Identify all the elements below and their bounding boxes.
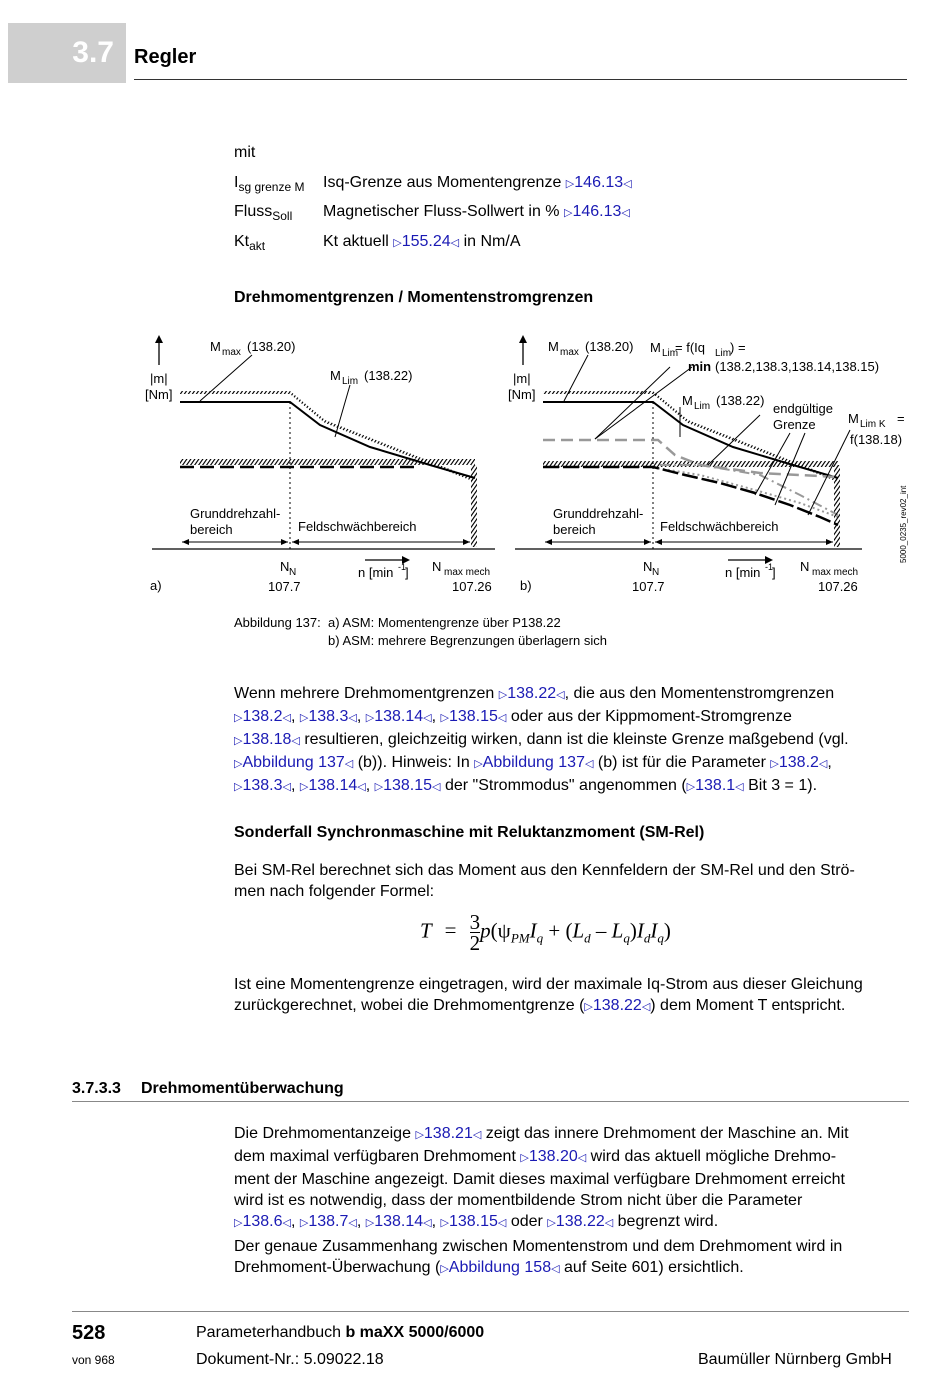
param-link[interactable]: 138.15 — [383, 777, 433, 794]
svg-text:(138.20): (138.20) — [247, 339, 296, 354]
mit-row-sym-2: Fluss$_{Soll}$ — [234, 203, 293, 224]
svg-text:M: M — [210, 339, 221, 354]
param-link[interactable]: 138.22 — [592, 997, 642, 1014]
svg-text:n [min: n [min — [358, 565, 394, 580]
mit-row-desc-3: Kt aktuell ▷155.24◁ in Nm/A — [323, 233, 521, 250]
svg-text:max mech: max mech — [812, 567, 859, 578]
svg-text:N: N — [643, 559, 653, 574]
svg-text:N: N — [289, 567, 297, 578]
footer-rule — [72, 1311, 909, 1312]
torque-limit-diagram — [140, 325, 910, 605]
svg-text:M: M — [682, 393, 693, 408]
svg-text:M: M — [650, 340, 661, 355]
param-link[interactable]: 138.2 — [242, 708, 283, 725]
param-link[interactable]: 138.14 — [374, 708, 424, 725]
svg-text:Lim K: Lim K — [860, 419, 886, 430]
svg-text:]: ] — [405, 565, 409, 580]
paragraph-iq-limit: Ist eine Momentengrenze eingetragen, wird der maximale Iq-Strom aus dieser Gleichung zurückgerechnet, wobei die Drehmomentgrenze (▷138.22◁) dem Moment T entspricht. — [234, 976, 863, 1014]
param-link[interactable]: 138.3 — [242, 777, 283, 794]
param-link[interactable]: 138.22 — [507, 685, 557, 702]
svg-text:b): b) — [520, 578, 532, 593]
diagram-a — [145, 335, 495, 594]
header-rule — [134, 79, 907, 80]
figure-caption-a: a) ASM: Momentengrenze über P138.22 — [328, 615, 561, 630]
torque-formula: T = $\frac{3}{2}$ $p(\psi_{PM}I_q + (L_d - L_q)I_dI_q)$ — [420, 910, 671, 955]
svg-text:N: N — [652, 567, 660, 578]
paragraph-monitoring-ref: Der genaue Zusammenhang zwischen Momentenstrom und dem Drehmoment wird in Drehmoment-Überwachung (▷Abbildung 158◁ auf Seite 601) ersichtlich. — [234, 1238, 843, 1276]
subsection-title: Drehmomentüberwachung — [141, 1080, 344, 1097]
param-link[interactable]: 138.15 — [448, 1213, 498, 1230]
paragraph-sm-rel: Bei SM-Rel berechnet sich das Moment aus den Kennfeldern der SM-Rel und den Strö- men nach folgender Formel: — [234, 862, 855, 900]
svg-text:(138.20): (138.20) — [585, 339, 634, 354]
section-title: Regler — [134, 46, 197, 68]
mit-row-desc-2: Magnetischer Fluss-Sollwert in % ▷146.13◁ — [323, 203, 630, 220]
svg-text:Grunddrehzahl-: Grunddrehzahl- — [553, 506, 644, 521]
svg-text:Feldschwächbereich: Feldschwächbereich — [660, 519, 779, 534]
paragraph-torque-display: Die Drehmomentanzeige ▷138.21◁ zeigt das innere Drehmoment der Maschine an. Mit dem maximal verfügbaren Drehmoment ▷138.20◁ wird das aktuell mögliche Drehmo- ment der Maschine angezeigt. Damit dieses maximal verfügbare Drehmoment erreicht wird ist es notwendig, dass der momentbildende Strom nicht über die Parameter ▷138.6◁, ▷138.7◁, ▷138.14◁, ▷138.15◁ oder ▷138.22◁ begrenzt wird. — [234, 1125, 849, 1230]
svg-text:Grunddrehzahl-: Grunddrehzahl- — [190, 506, 281, 521]
svg-text:(138.2,138.3,138.14,138.15): (138.2,138.3,138.14,138.15) — [715, 359, 880, 374]
svg-text:endgültige: endgültige — [773, 401, 833, 416]
param-link[interactable]: 138.15 — [448, 708, 498, 725]
svg-text:Lim: Lim — [715, 348, 732, 359]
svg-text:|m|: |m| — [150, 371, 168, 386]
section-number: 3.7 — [72, 36, 114, 69]
svg-text:|m|: |m| — [513, 371, 531, 386]
param-link[interactable]: 138.6 — [242, 1213, 283, 1230]
svg-text:) =: ) = — [730, 340, 746, 355]
paragraph-multiple-limits: Wenn mehrere Drehmomentgrenzen ▷138.22◁, die aus den Momentenstromgrenzen ▷138.2◁, ▷138.3◁, ▷138.14◁, ▷138.15◁ oder aus der Kippmoment-Stromgrenze ▷138.18◁ resultieren, gleichzeitig wirken, dann ist die kleinste Grenze maßgebend (vgl. ▷Abbildung 137◁ (b)). Hinweis: In ▷Abbildung 137◁ (b) ist für die Parameter ▷138.2◁, ▷138.3◁, ▷138.14◁, ▷138.15◁ der "Strommodus" angenommen (▷138.1◁ Bit 3 = 1). — [234, 685, 849, 794]
figure-link[interactable]: Abbildung 158 — [448, 1259, 552, 1276]
svg-text:107.7: 107.7 — [268, 579, 301, 594]
svg-text:f(138.18): f(138.18) — [850, 432, 903, 447]
svg-text:Lim: Lim — [694, 401, 711, 412]
param-link[interactable]: 138.20 — [528, 1148, 578, 1165]
svg-text:max mech: max mech — [444, 567, 491, 578]
subsection-rule — [72, 1101, 909, 1102]
svg-text:=: = — [897, 411, 905, 426]
figure-link[interactable]: Abbildung 137 — [242, 754, 345, 771]
svg-text:max: max — [560, 347, 579, 358]
heading-sm-rel: Sonderfall Synchronmaschine mit Reluktanzmoment (SM-Rel) — [234, 824, 705, 841]
figure-side-code: 5000_0235_rev02_int — [899, 485, 908, 563]
figure-link[interactable]: Abbildung 137 — [482, 754, 585, 771]
svg-text:-1: -1 — [398, 562, 407, 572]
svg-text:M: M — [548, 339, 559, 354]
mit-row-sym-3: $Kt_{akt}$ — [234, 233, 266, 254]
svg-text:= f(Iq: = f(Iq — [675, 340, 705, 355]
svg-text:M: M — [330, 368, 341, 383]
svg-text:[Nm]: [Nm] — [145, 387, 173, 402]
svg-text:Lim: Lim — [662, 348, 679, 359]
svg-text:bereich: bereich — [553, 522, 596, 537]
param-link[interactable]: 138.18 — [242, 731, 292, 748]
svg-text:(138.22): (138.22) — [364, 368, 413, 383]
svg-text:N: N — [280, 559, 290, 574]
param-link[interactable]: 146.13 — [572, 203, 622, 220]
svg-text:n [min: n [min — [725, 565, 761, 580]
svg-text:max: max — [222, 347, 241, 358]
page-count: von 968 — [72, 1353, 115, 1367]
svg-text:Feldschwächbereich: Feldschwächbereich — [298, 519, 417, 534]
svg-text:107.26: 107.26 — [452, 579, 492, 594]
footer-handbook: Parameterhandbuch b maXX 5000/6000 — [196, 1324, 485, 1341]
mit-row-desc-1: Isq-Grenze aus Momentengrenze ▷146.13◁ — [323, 174, 632, 191]
figure-caption-b: b) ASM: mehrere Begrenzungen überlagern sich — [328, 633, 607, 648]
param-link[interactable]: 155.24 — [401, 233, 451, 250]
section-number-box — [8, 23, 126, 83]
param-link[interactable]: 138.22 — [555, 1213, 605, 1230]
svg-text:107.7: 107.7 — [632, 579, 665, 594]
svg-text:Lim: Lim — [342, 376, 359, 387]
svg-text:]: ] — [772, 565, 776, 580]
svg-text:N: N — [800, 559, 810, 574]
svg-text:107.26: 107.26 — [818, 579, 858, 594]
param-link[interactable]: 138.1 — [695, 777, 736, 794]
svg-text:bereich: bereich — [190, 522, 233, 537]
page-number: 528 — [72, 1322, 106, 1344]
mit-intro: mit — [234, 144, 256, 161]
param-link[interactable]: 138.14 — [308, 777, 358, 794]
svg-text:(138.22): (138.22) — [716, 393, 765, 408]
param-link[interactable]: 138.14 — [374, 1213, 424, 1230]
param-link[interactable]: 138.7 — [308, 1213, 349, 1230]
heading-torque-limits: Drehmomentgrenzen / Momentenstromgrenzen — [234, 289, 594, 306]
svg-text:Grenze: Grenze — [773, 417, 816, 432]
figure-caption-label: Abbildung 137: — [234, 615, 321, 630]
subsection-number: 3.7.3.3 — [72, 1080, 121, 1097]
param-link[interactable]: 138.2 — [778, 754, 819, 771]
svg-text:a): a) — [150, 578, 162, 593]
param-link[interactable]: 146.13 — [574, 174, 624, 191]
diagram-b — [508, 335, 905, 594]
footer-document-number: Dokument-Nr.: 5.09022.18 — [196, 1351, 384, 1368]
svg-text:-1: -1 — [765, 562, 774, 572]
svg-text:[Nm]: [Nm] — [508, 387, 536, 402]
svg-text:M: M — [848, 411, 859, 426]
param-link[interactable]: 138.21 — [423, 1125, 473, 1142]
svg-text:N: N — [432, 559, 442, 574]
mit-row-sym-1: $I_{sg grenze M}$ — [234, 174, 305, 195]
footer-company: Baumüller Nürnberg GmbH — [698, 1351, 892, 1368]
param-link[interactable]: 138.3 — [308, 708, 349, 725]
svg-text:min: min — [688, 359, 712, 374]
